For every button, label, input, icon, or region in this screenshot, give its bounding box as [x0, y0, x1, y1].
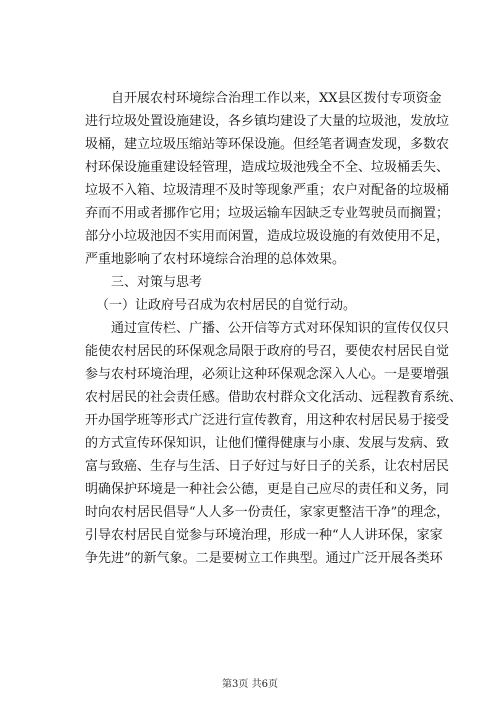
paragraph-line: 争先进”的新气象。二是要树立工作典型。通过广泛开展各类环 [85, 551, 443, 566]
page-number-footer: 第3页 共6页 [222, 679, 278, 690]
paragraph-line: 垃圾不入箱、垃圾清理不及时等现象严重；农户对配备的垃圾桶 [85, 183, 450, 198]
paragraph-line: 自开展农村环境综合治理工作以来，XX县区拨付专项资金 [111, 91, 442, 106]
paragraph-line: 引导农村居民自觉参与环境治理，形成一种“人人讲环保，家家 [85, 528, 443, 543]
paragraph-line: 时向农村居民倡导“人人多一份责任，家家更整洁干净”的理念， [85, 505, 450, 520]
section-heading: 三、对策与思考 [111, 275, 203, 290]
paragraph-line: 部分小垃圾池因不实用而闲置，造成垃圾设施的有效使用不足， [85, 229, 450, 244]
paragraph-line: 的方式宣传环保知识，让他们懂得健康与小康、发展与发病、致 [85, 436, 450, 451]
paragraph-line: 通过宣传栏、广播、公开信等方式对环保知识的宣传仅仅只 [111, 321, 450, 336]
paragraph-line: 农村居民的社会责任感。借助农村群众文化活动、远程教育系统、 [85, 390, 463, 405]
paragraph-line: 严重地影响了农村环境综合治理的总体效果。 [85, 252, 346, 267]
paragraph-line: 富与致癌、生存与生活、日子好过与好日子的关系，让农村居民 [85, 459, 450, 474]
document-body [85, 87, 463, 570]
paragraph-line: 圾桶，建立垃圾压缩站等环保设施。但经笔者调查发现，多数农 [85, 137, 450, 152]
paragraph-line: 开办国学班等形式广泛进行宣传教育，用这种农村居民易于接受 [85, 413, 450, 428]
paragraph-line: 弃而不用或者挪作它用；垃圾运输车因缺乏专业驾驶员而搁置； [85, 206, 450, 221]
subsection-heading: （一）让政府号召成为农村居民的自觉行动。 [96, 298, 357, 313]
paragraph-line: 进行垃圾处置设施建设，各乡镇均建设了大量的垃圾池，发放垃 [85, 114, 450, 129]
paragraph-line: 能使农村居民的环保观念局限于政府的号召，要使农村居民自觉 [85, 344, 450, 359]
paragraph-line: 村环保设施重建设轻管理，造成垃圾池残全不全、垃圾桶丢失、 [85, 160, 450, 175]
paragraph-line: 明确保护环境是一种社会公德，更是自己应尽的责任和义务，同 [85, 482, 450, 497]
paragraph-line: 参与农村环境治理，必须让这种环保观念深入人心。一是要增强 [85, 367, 450, 382]
